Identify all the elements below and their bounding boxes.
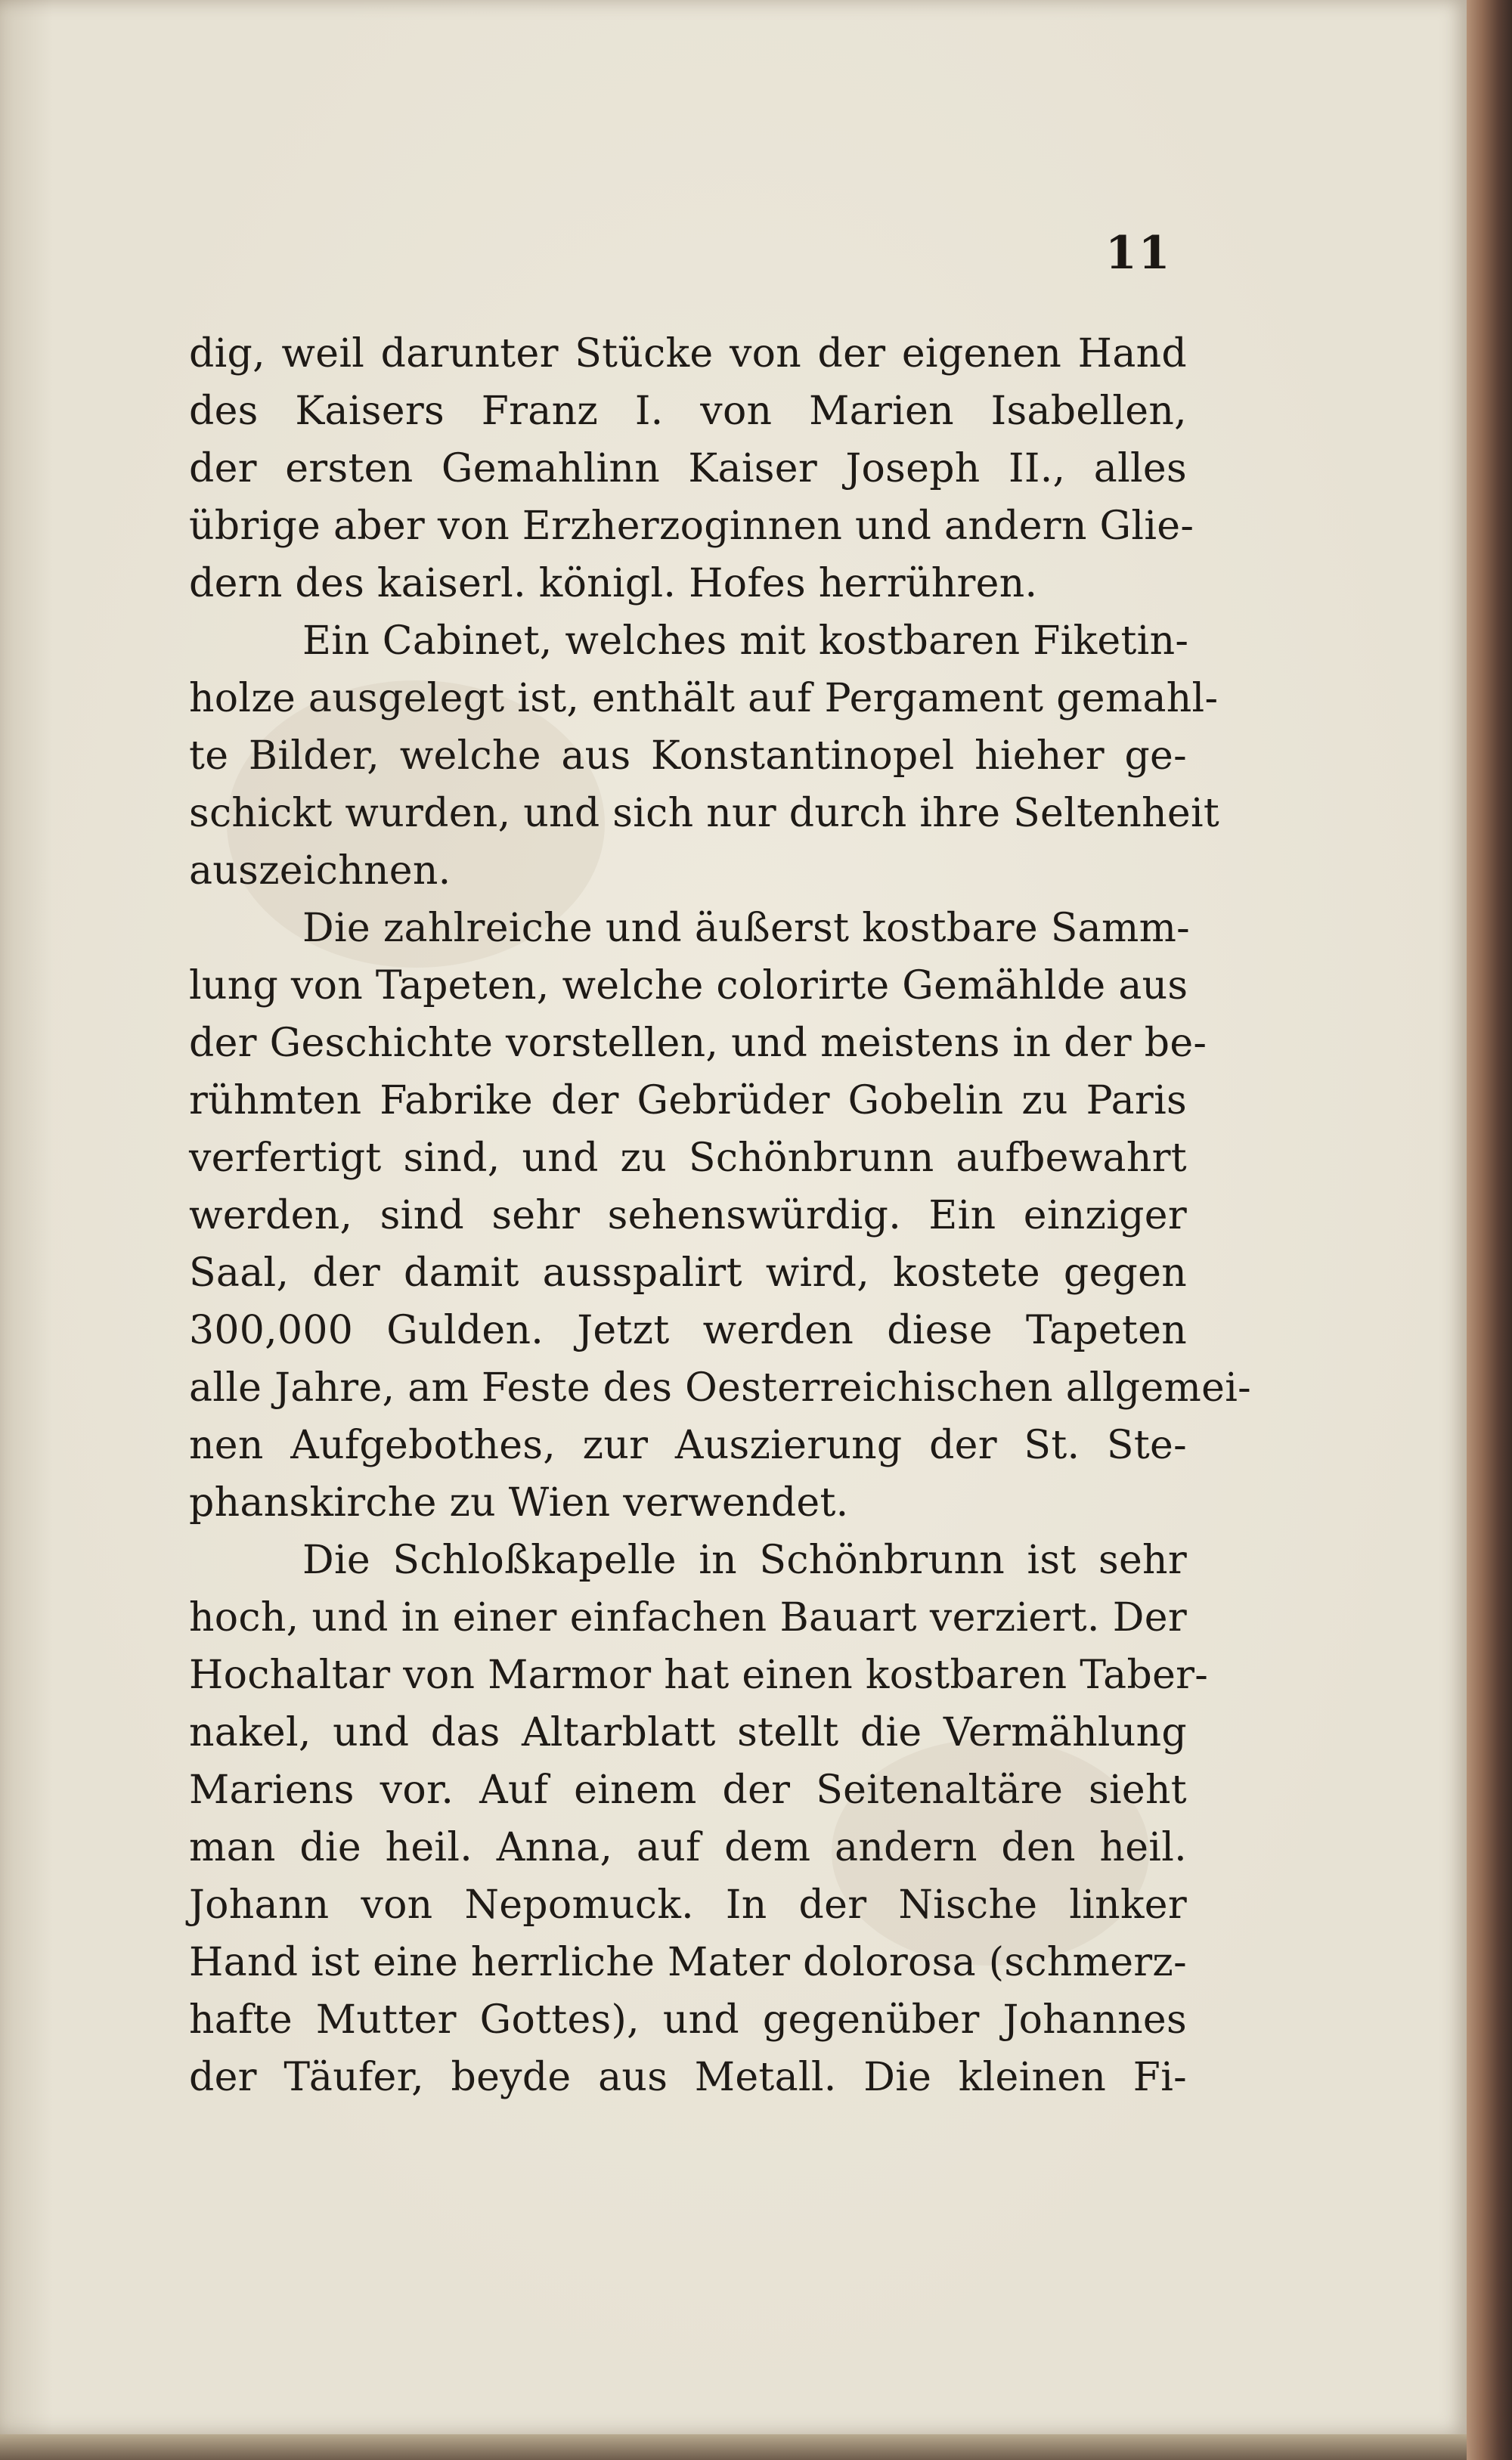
text-line: schickt wurden, und sich nur durch ihre Seltenheit (189, 791, 1220, 836)
text-line: holze ausgelegt ist, enthält auf Pergament gemahl- (189, 676, 1219, 721)
text-line: lung von Tapeten, welche colorirte Gemählde aus (189, 963, 1188, 1008)
text-line: werden, sind sehr sehenswürdig. Ein einziger (189, 1193, 1187, 1238)
book-edge (1467, 0, 1512, 2460)
text-line: phanskirche zu Wien verwendet. (189, 1480, 849, 1526)
body-text (189, 325, 1252, 2106)
text-line: nen Aufgebothes, zur Auszierung der St. Ste- (189, 1423, 1187, 1468)
text-line: verfertigt sind, und zu Schönbrunn aufbewahrt (189, 1136, 1187, 1181)
paragraph-start-line: Die zahlreiche und äußerst kostbare Samm- (302, 906, 1191, 951)
text-line: Johann von Nepomuck. In der Nische linker (189, 1882, 1187, 1928)
text-line: rühmten Fabrike der Gebrüder Gobelin zu Paris (189, 1078, 1187, 1123)
text-line: der ersten Gemahlinn Kaiser Joseph II., alles (189, 446, 1187, 491)
text-line: dig, weil darunter Stücke von der eigenen Hand (189, 331, 1187, 376)
paragraph-start-line: Ein Cabinet, welches mit kostbaren Fiketin- (302, 618, 1189, 664)
text-line: 300,000 Gulden. Jetzt werden diese Tapeten (189, 1308, 1187, 1353)
text-line: man die heil. Anna, auf dem andern den heil. (189, 1825, 1187, 1870)
text-line: hafte Mutter Gottes), und gegenüber Johannes (189, 1997, 1187, 2043)
page-bottom-shadow (0, 2434, 1467, 2460)
text-line: der Geschichte vorstellen, und meistens in der be- (189, 1021, 1207, 1066)
text-line: des Kaisers Franz I. von Marien Isabellen, (189, 389, 1187, 434)
text-line: alle Jahre, am Feste des Oesterreichischen allgemei- (189, 1365, 1252, 1411)
page-number: 11 (1105, 227, 1172, 280)
text-line: Hochaltar von Marmor hat einen kostbaren Taber- (189, 1653, 1209, 1698)
text-line: Saal, der damit ausspalirt wird, kostete gegen (189, 1250, 1187, 1296)
paragraph-start-line: Die Schloßkapelle in Schönbrunn ist sehr (302, 1538, 1187, 1583)
text-line: te Bilder, welche aus Konstantinopel hieher ge- (189, 733, 1187, 779)
text-line: der Täufer, beyde aus Metall. Die kleinen Fi- (189, 2055, 1187, 2100)
text-line: hoch, und in einer einfachen Bauart verziert. Der (189, 1595, 1187, 1641)
text-line: Mariens vor. Auf einem der Seitenaltäre sieht (189, 1768, 1187, 1813)
text-line: nakel, und das Altarblatt stellt die Vermählung (189, 1710, 1187, 1755)
text-line: Hand ist eine herrliche Mater dolorosa (schmerz- (189, 1940, 1187, 1985)
text-line: auszeichnen. (189, 848, 451, 894)
text-line: übrige aber von Erzherzoginnen und andern Glie- (189, 503, 1194, 549)
text-line: dern des kaiserl. königl. Hofes herrühren. (189, 561, 1038, 606)
